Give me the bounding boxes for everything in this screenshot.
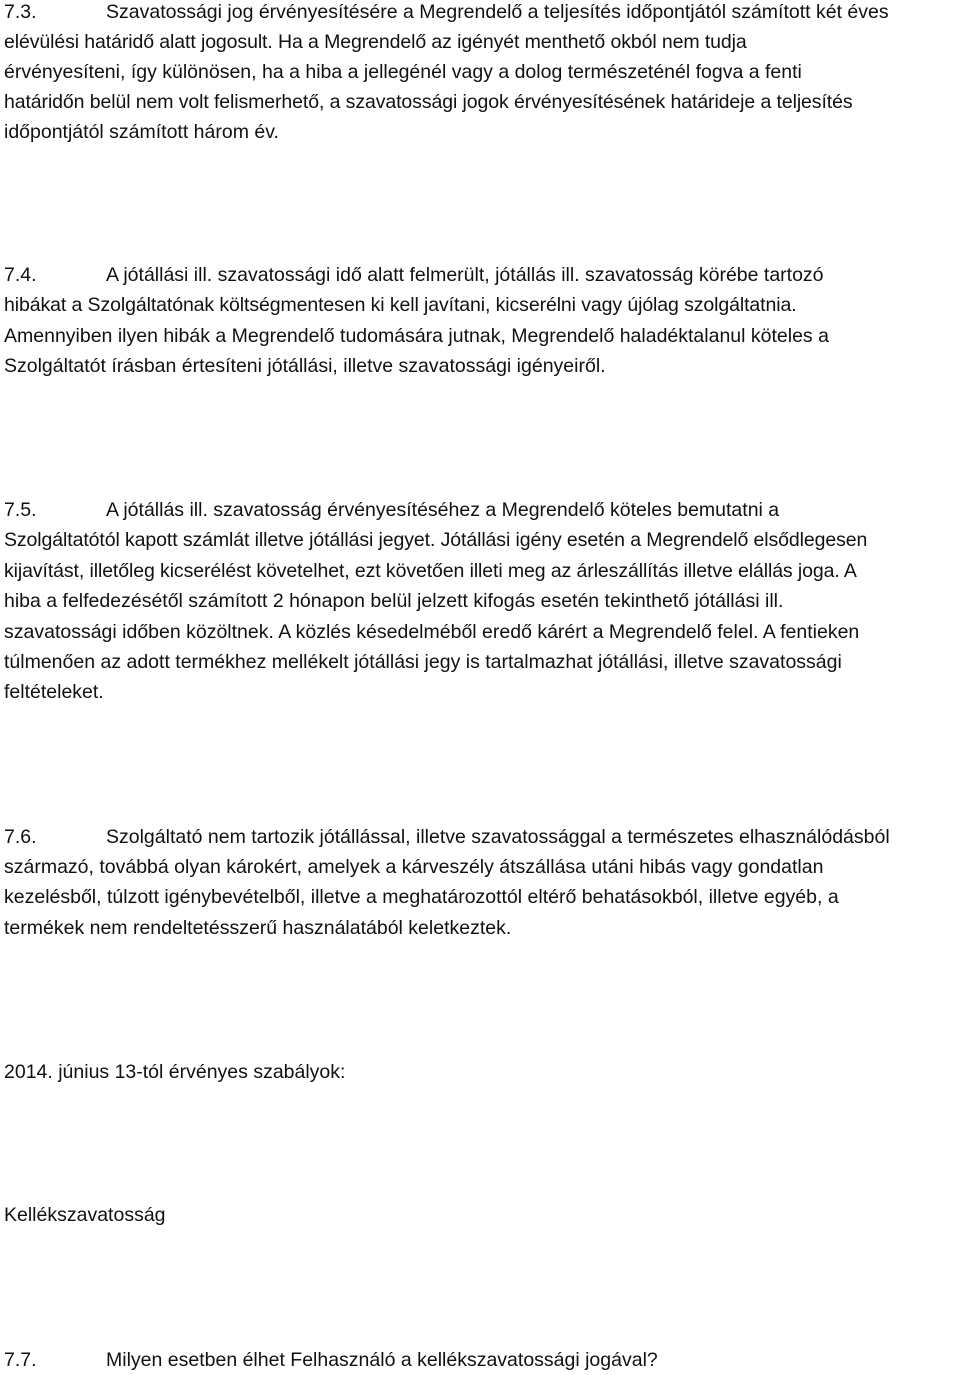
section-7-5-line-4: hiba a felfedezésétől számított 2 hónapon belül jelzett kifogás esetén tekinthető jótállási ill.: [4, 590, 784, 612]
paragraph-text: A jótállási ill. szavatossági idő alatt felmerült, jótállás ill. szavatosság körébe tartozó: [106, 264, 824, 286]
section-7-5-line-6: túlmenően az adott termékhez mellékelt jótállási jegy is tartalmazhat jótállási, illetve szavatossági: [4, 651, 842, 673]
section-7-4-line-3: Amennyiben ilyen hibák a Megrendelő tudomására jutnak, Megrendelő haladéktalanul köteles a: [4, 325, 829, 347]
section-number: 7.3.: [4, 1, 37, 23]
section-7-6-line-1: [4, 822, 890, 852]
rules-heading: 2014. június 13-tól érvényes szabályok:: [4, 1061, 346, 1083]
section-7-4-line-1: [4, 260, 824, 290]
section-7-5-line-5: szavatossági időben közöltnek. A közlés késedelméből eredő kárért a Megrendelő felel. A fentieken: [4, 621, 860, 643]
section-7-3-line-2: elévülési határidő alatt jogosult. Ha a Megrendelő az igényét menthető okból nem tudja: [4, 31, 747, 53]
section-7-4-line-4: Szolgáltatót írásban értesíteni jótállási, illetve szavatossági igényeiről.: [4, 355, 606, 377]
section-number: 7.7.: [4, 1349, 37, 1371]
paragraph-text: Szavatossági jog érvényesítésére a Megrendelő a teljesítés időpontjától számított két éves: [106, 1, 889, 23]
paragraph-text: Szolgáltató nem tartozik jótállással, illetve szavatossággal a természetes elhasználódásból: [106, 826, 890, 848]
section-7-6-line-3: kezelésből, túlzott igénybevételből, illetve a meghatározottól eltérő behatásokból, illetve egyéb, a: [4, 886, 839, 908]
paragraph-text: A jótállás ill. szavatosság érvényesítéséhez a Megrendelő köteles bemutatni a: [106, 499, 780, 521]
section-7-5-line-1: [4, 495, 779, 525]
section-7-3-line-5: időpontjától számított három év.: [4, 121, 279, 143]
section-7-5-line-2: Szolgáltatótól kapott számlát illetve jótállási jegyet. Jótállási igény esetén a Megrendelő elsődlegesen: [4, 529, 868, 551]
section-number: 7.4.: [4, 264, 37, 286]
section-7-4-line-2: hibákat a Szolgáltatónak költségmentesen ki kell javítani, kicserélni vagy újólag szolgáltatnia.: [4, 294, 797, 316]
section-7-6-line-2: származó, továbbá olyan károkért, amelyek a kárveszély átszállása utáni hibás vagy gondatlan: [4, 856, 824, 878]
section-7-5-line-3: kijavítást, illetőleg kicserélést követelhet, ezt követően illeti meg az árleszállítás illetve elállás joga. A: [4, 560, 857, 582]
section-7-3-line-3: érvényesíteni, így különösen, ha a hiba a jellegénél vagy a dolog természeténél fogva a fenti: [4, 61, 802, 83]
section-7-3-line-4: határidőn belül nem volt felismerhető, a szavatossági jogok érvényesítésének határideje a teljesítés: [4, 91, 853, 113]
kellekszavatossag-heading: Kellékszavatosság: [4, 1204, 166, 1226]
section-number: 7.6.: [4, 826, 37, 848]
section-number: 7.5.: [4, 499, 37, 521]
section-7-6-line-4: termékek nem rendeltetésszerű használatából keletkeztek.: [4, 917, 512, 939]
question-text: Milyen esetben élhet Felhasználó a kellékszavatossági jogával?: [106, 1349, 658, 1371]
section-7-5-line-7: feltételeket.: [4, 681, 104, 703]
section-7-3-line-1: [4, 0, 889, 27]
